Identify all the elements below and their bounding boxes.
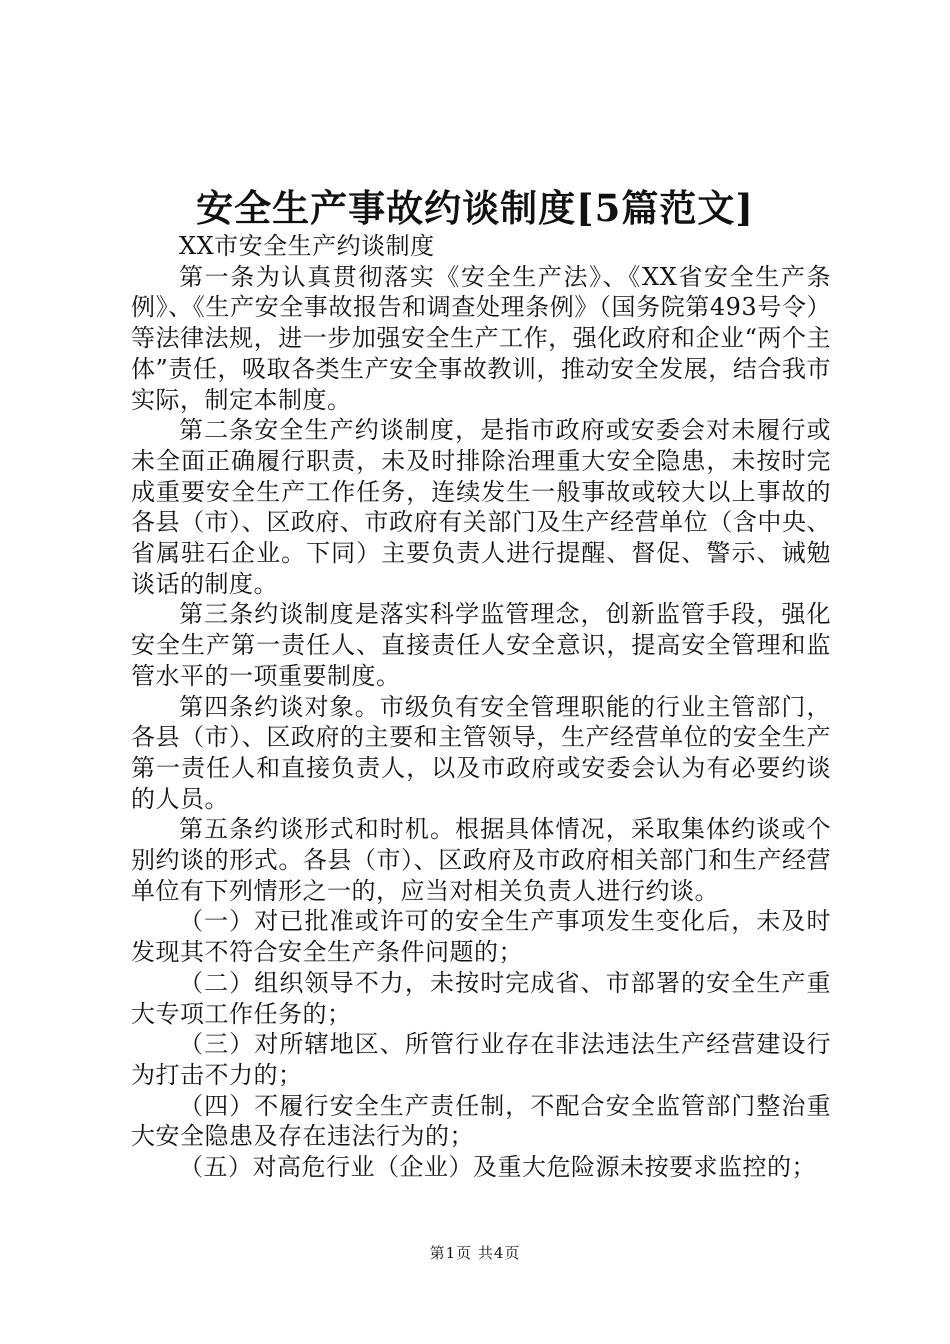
document-title: 安全生产事故约谈制度[5篇范文] [196,186,754,230]
document-body [131,231,831,1183]
paragraph: XX市安全生产约谈制度 [179,232,435,260]
list-item: （四）不履行安全生产责任制，不配合安全监管部门整治重大安全隐患及存在违法行为的； [131,1091,831,1151]
list-item: （三）对所辖地区、所管行业存在非法违法生产经营建设行为打击不力的； [131,1030,831,1089]
list-item: （二）组织领导不力，未按时完成省、市部署的安全生产重大专项工作任务的； [131,968,831,1028]
paragraph: 第一条为认真贯彻落实《安全生产法》、《XX省安全生产条例》、《生产安全事故报告和调查处理条例》（国务院第493号令）等法律法规，进一步加强安全生产工作，强化政府和企业“两个主体”责任，吸取各类生产安全事故教训，推动安全发展，结合我市实际，制定本制度。 [131,262,831,414]
paragraph: 第三条约谈制度是落实科学监管理念，创新监管手段，强化安全生产第一责任人、直接责任人安全意识，提高安全管理和监管水平的一项重要制度。 [131,600,831,690]
paragraph: 第五条约谈形式和时机。根据具体情况，采取集体约谈或个别约谈的形式。各县（市）、区政府及市政府相关部门和生产经营单位有下列情形之一的，应当对相关负责人进行约谈。 [131,815,831,905]
list-item: （五）对高危行业（企业）及重大危险源未按要求监控的； [179,1153,816,1182]
paragraph: 第二条安全生产约谈制度，是指市政府或安委会对未履行或未全面正确履行职责，未及时排除治理重大安全隐患，未按时完成重要安全生产工作任务，连续发生一般事故或较大以上事故的各县（市）、区政府、市政府有关部门及生产经营单位（含中央、省属驻石企业。下同）主要负责人进行提醒、督促、警示、诫勉谈话的制度。 [131,416,831,598]
list-item: （一）对已批准或许可的安全生产事项发生变化后，未及时发现其不符合安全生产条件问题的； [131,907,831,967]
page-footer: 第1页 共4页 [429,1244,521,1262]
paragraph: 第四条约谈对象。市级负有安全管理职能的行业主管部门，各县（市）、区政府的主要和主管领导，生产经营单位的安全生产第一责任人和直接负责人，以及市政府或安委会认为有必要约谈的人员。 [131,692,831,813]
